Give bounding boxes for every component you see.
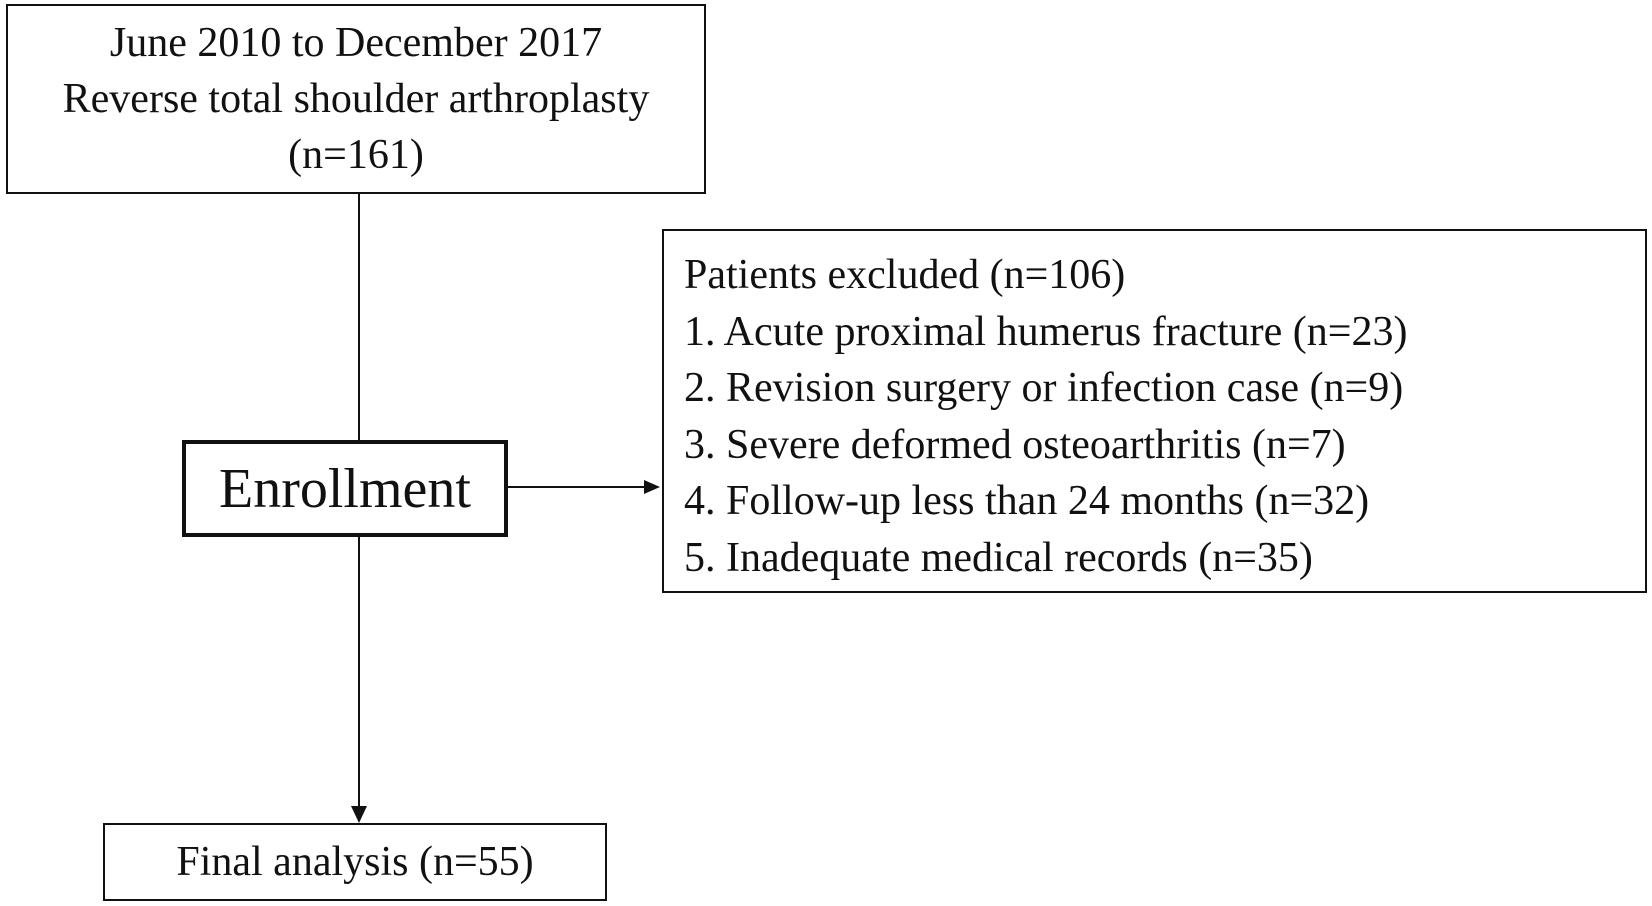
arrow-to-excluded: [644, 480, 660, 494]
arrow-to-final-analysis: [351, 806, 367, 823]
exclusion-item: 2. Revision surgery or infection case (n=9): [684, 365, 1404, 411]
final-analysis-label: Final analysis (n=55): [176, 839, 534, 885]
final-analysis-box: [103, 823, 607, 901]
exclusion-title: Patients excluded (n=106): [684, 252, 1126, 298]
exclusion-item: 3. Severe deformed osteoarthritis (n=7): [684, 421, 1346, 468]
study-period-text: June 2010 to December 2017: [109, 20, 603, 66]
exclusion-item: 5. Inadequate medical records (n=35): [684, 534, 1313, 581]
enrollment-box: [182, 440, 508, 537]
exclusion-box: [662, 229, 1647, 593]
study-population-box: [6, 4, 706, 194]
procedure-text: Reverse total shoulder arthroplasty: [62, 76, 650, 122]
exclusion-item: 4. Follow-up less than 24 months (n=32): [684, 478, 1370, 524]
exclusion-item: 1. Acute proximal humerus fracture (n=23): [684, 308, 1408, 355]
population-count-text: (n=161): [288, 132, 424, 178]
enrollment-label: Enrollment: [219, 457, 471, 520]
